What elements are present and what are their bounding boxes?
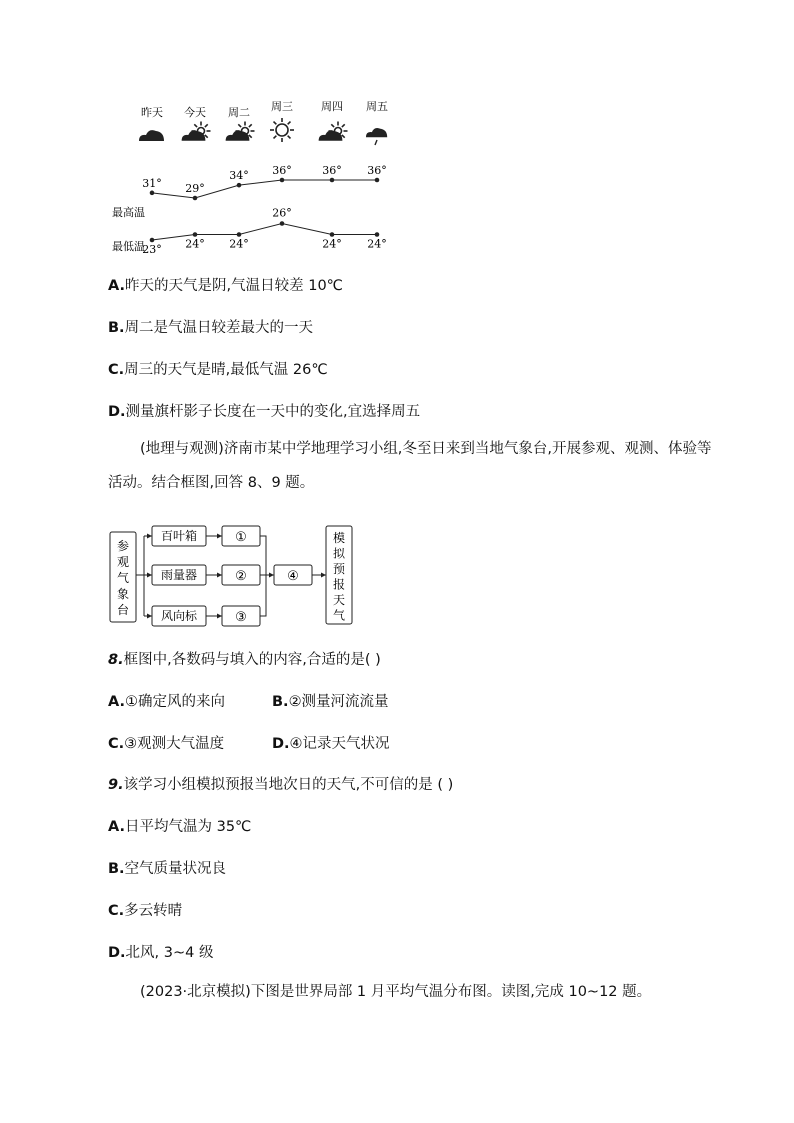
high-temp-point <box>150 191 155 196</box>
q9-option-c: C.多云转晴 <box>108 903 183 919</box>
q9-stem: 9.该学习小组模拟预报当地次日的天气,不可信的是 ( ) <box>108 777 454 793</box>
low-temp-value-label: 23° <box>142 243 162 256</box>
low-temp-point <box>375 232 380 237</box>
sunny-icon <box>270 118 294 142</box>
day-label: 周四 <box>321 100 343 113</box>
day-label: 周三 <box>271 100 293 113</box>
flow-circled-1: ① <box>235 530 247 545</box>
low-temp-point <box>193 232 198 237</box>
flow-item-thermometer-shelter: 百叶箱 <box>160 529 198 543</box>
partly-cloudy-icon <box>226 122 255 141</box>
low-temp-point <box>280 221 285 226</box>
low-temp-value-label: 24° <box>322 237 342 251</box>
high-temp-point <box>280 178 285 183</box>
simulate-forecast-box: 模拟预报天气 <box>332 531 346 623</box>
intro-questions-10-12: (2023·北京模拟)下图是世界局部 1 月平均气温分布图。读图,完成 10~12 题。 <box>140 984 652 1000</box>
low-temp-value-label: 24° <box>185 237 205 251</box>
flow-circled-3: ③ <box>235 610 247 625</box>
high-temp-value-label: 36° <box>322 164 342 177</box>
low-temp-value-label: 26° <box>272 206 292 220</box>
q9-option-a: A.日平均气温为 35℃ <box>108 819 252 835</box>
flow-circled-2: ② <box>235 569 247 584</box>
high-temp-label: 最高温 <box>112 206 145 219</box>
q8-option-d: D.④记录天气状况 <box>272 736 390 752</box>
low-temp-value-label: 24° <box>367 237 387 251</box>
q8-option-c: C.③观测大气温度 <box>108 736 225 752</box>
high-temp-value-label: 31° <box>142 176 162 190</box>
q8-option-b: B.②测量河流流量 <box>272 694 389 710</box>
low-temp-point <box>150 238 155 243</box>
q8-option-a: A.①确定风的来向 <box>108 694 225 710</box>
high-temp-point <box>375 178 380 183</box>
flow-item-rain-gauge: 雨量器 <box>160 568 198 582</box>
q7-option-b: B.周二是气温日较差最大的一天 <box>108 320 314 336</box>
partly-cloudy-icon <box>182 122 211 141</box>
flow-item-wind-vane: 风向标 <box>160 609 198 623</box>
high-temp-value-label: 36° <box>367 164 387 177</box>
low-temp-point <box>237 232 242 237</box>
flow-circled-4: ④ <box>287 569 299 584</box>
rain-icon <box>366 128 387 145</box>
partly-cloudy-icon <box>319 122 348 141</box>
day-label: 周二 <box>228 106 250 119</box>
low-temp-point <box>330 232 335 237</box>
high-temp-point <box>330 178 335 183</box>
low-temp-label: 最低温 <box>112 240 145 253</box>
high-temp-value-label: 36° <box>272 164 292 177</box>
q7-option-a: A.昨天的天气是阴,气温日较差 10℃ <box>108 278 343 294</box>
high-temp-point <box>193 196 198 201</box>
visit-weather-station-box: 参观气象台 <box>116 539 130 617</box>
high-temp-point <box>237 183 242 188</box>
weather-forecast-chart <box>100 92 400 264</box>
q9-option-d: D.北风, 3~4 级 <box>108 945 214 961</box>
low-temp-value-label: 24° <box>229 237 249 251</box>
cloudy-icon <box>139 130 164 141</box>
q7-option-c: C.周三的天气是晴,最低气温 26℃ <box>108 362 328 378</box>
weather-station-flow-diagram <box>108 522 368 628</box>
q7-option-d: D.测量旗杆影子长度在一天中的变化,宜选择周五 <box>108 404 421 420</box>
q8-stem: 8.框图中,各数码与填入的内容,合适的是( ) <box>108 652 381 668</box>
high-temp-value-label: 34° <box>229 169 249 183</box>
day-label: 今天 <box>184 106 206 119</box>
day-label: 昨天 <box>141 106 163 119</box>
q9-option-b: B.空气质量状况良 <box>108 861 227 877</box>
high-temp-value-label: 29° <box>185 182 205 195</box>
intro-questions-8-9: (地理与观测)济南市某中学地理学习小组,冬至日来到当地气象台,开展参观、观测、体验等活动。结合框图,回答 8、9 题。 <box>108 441 712 491</box>
day-label: 周五 <box>366 100 388 113</box>
